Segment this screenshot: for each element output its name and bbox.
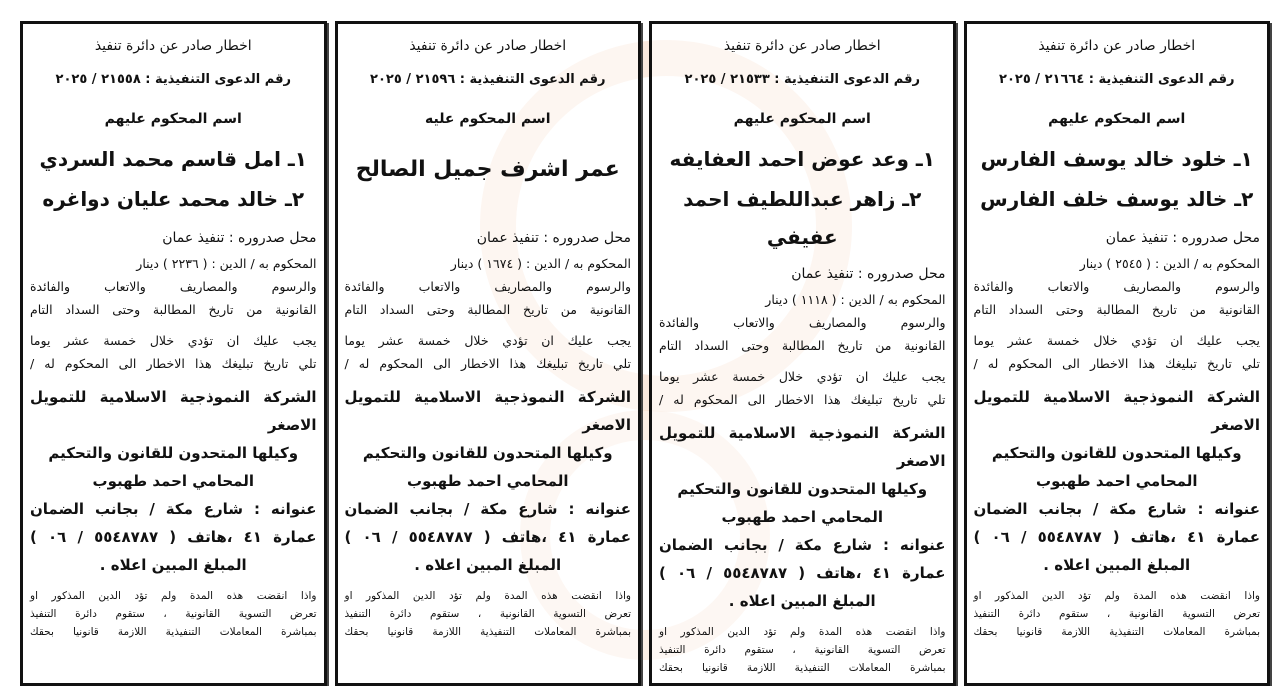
creditor-text: وكيلها المتحدون للقانون والتحكيم bbox=[48, 444, 299, 462]
footer-text: تعرض التسوية القانونية ، ستقوم دائرة التنفيذ bbox=[344, 608, 631, 620]
issuing-place: محل صدروره : تنفيذ عمان bbox=[1105, 230, 1260, 246]
spacer bbox=[345, 321, 632, 329]
execution-notice bbox=[964, 21, 1271, 686]
creditor-text: الشركة النموذجية الاسلامية للتمويل الاصغر bbox=[659, 424, 946, 470]
defendant-name: ١ـ خلود خالد يوسف الفارس bbox=[980, 147, 1253, 171]
creditor-text: الشركة النموذجية الاسلامية للتمويل الاصغر bbox=[344, 388, 631, 434]
creditor-text: وكيلها المتحدون للقانون والتحكيم bbox=[991, 444, 1242, 462]
deadline-text: يجب عليك ان تؤدي خلال خمسة عشر يوما bbox=[344, 333, 631, 348]
execution-notice bbox=[335, 21, 642, 686]
defendants-label: اسم المحكوم عليهم bbox=[1048, 111, 1186, 127]
fees-text: القانونية من تاريخ المطالبة وحتى السداد التام bbox=[344, 302, 631, 317]
defendant-name: ١ـ وعد عوض احمد العفايفه bbox=[669, 147, 935, 171]
spacer bbox=[659, 615, 946, 623]
fees-text: والرسوم والمصاريف والاتعاب والفائدة bbox=[973, 279, 1260, 294]
fees-text: القانونية من تاريخ المطالبة وحتى السداد التام bbox=[30, 302, 317, 317]
issuing-place: محل صدروره : تنفيذ عمان bbox=[476, 230, 631, 246]
creditor-text: المبلغ المبين اعلاه . bbox=[414, 556, 562, 574]
fees-text: والرسوم والمصاريف والاتعاب والفائدة bbox=[659, 315, 946, 330]
defendant-name: ٢ـ خالد محمد عليان دواغره bbox=[42, 187, 305, 211]
defendant-name: عمر اشرف جميل الصالح bbox=[355, 157, 620, 182]
spacer bbox=[30, 321, 317, 329]
footer-text: تعرض التسوية القانونية ، ستقوم دائرة التنفيذ bbox=[659, 644, 946, 656]
creditor-text: عنوانه : شارع مكة / بجانب الضمان bbox=[30, 500, 317, 518]
fees-text: القانونية من تاريخ المطالبة وحتى السداد التام bbox=[659, 338, 946, 353]
deadline-text: يجب عليك ان تؤدي خلال خمسة عشر يوما bbox=[973, 333, 1260, 348]
spacer bbox=[659, 357, 946, 365]
notice-title: اخطار صادر عن دائرة تنفيذ bbox=[723, 38, 881, 54]
issuing-place: محل صدروره : تنفيذ عمان bbox=[162, 230, 317, 246]
creditor-text: عمارة ٤١ ،هاتف ( ٥٥٤٨٧٨٧ / ٠٦ ) bbox=[659, 564, 946, 582]
defendants-label: اسم المحكوم عليه bbox=[425, 111, 551, 127]
creditor-text: المحامي احمد طهبوب bbox=[92, 472, 254, 490]
debt-amount: المحكوم به / الدين : ( ٢٥٤٥ ) دينار bbox=[1079, 256, 1260, 271]
creditor-text: الشركة النموذجية الاسلامية للتمويل الاصغر bbox=[30, 388, 317, 434]
footer-text: تعرض التسوية القانونية ، ستقوم دائرة التنفيذ bbox=[973, 608, 1260, 620]
creditor-text: عمارة ٤١ ،هاتف ( ٥٥٤٨٧٨٧ / ٠٦ ) bbox=[344, 528, 632, 546]
creditor-text: المحامي احمد طهبوب bbox=[407, 472, 569, 490]
creditor-text: عنوانه : شارع مكة / بجانب الضمان bbox=[659, 536, 946, 554]
defendant-name: ٢ـ خالد يوسف خلف الفارس bbox=[980, 187, 1254, 211]
spacer bbox=[30, 579, 317, 587]
execution-notice bbox=[649, 21, 956, 686]
issuing-place: محل صدروره : تنفيذ عمان bbox=[791, 266, 946, 282]
deadline-text: يجب عليك ان تؤدي خلال خمسة عشر يوما bbox=[659, 369, 946, 384]
footer-text: بمباشرة المعاملات التنفيذية اللازمة قانونيا بحقك bbox=[30, 626, 317, 638]
debt-amount: المحكوم به / الدين : ( ١١١٨ ) دينار bbox=[765, 292, 946, 307]
debt-amount: المحكوم به / الدين : ( ٢٢٣٦ ) دينار bbox=[136, 256, 317, 271]
notices-row bbox=[20, 21, 1270, 686]
spacer bbox=[659, 411, 946, 419]
creditor-text: المحامي احمد طهبوب bbox=[721, 508, 883, 526]
creditor-text: المبلغ المبين اعلاه . bbox=[1043, 556, 1191, 574]
fees-text: والرسوم والمصاريف والاتعاب والفائدة bbox=[344, 279, 631, 294]
deadline-text: تلي تاريخ تبليغك هذا الاخطار الى المحكوم له / bbox=[344, 356, 631, 371]
creditor-text: المحامي احمد طهبوب bbox=[1036, 472, 1198, 490]
creditor-text: الشركة النموذجية الاسلامية للتمويل الاصغر bbox=[973, 388, 1260, 434]
creditor-text: وكيلها المتحدون للقانون والتحكيم bbox=[677, 480, 928, 498]
deadline-text: تلي تاريخ تبليغك هذا الاخطار الى المحكوم له / bbox=[973, 356, 1260, 371]
defendant-name: ٢ـ زاهر عبداللطيف احمد عفيفي bbox=[683, 187, 922, 249]
creditor-text: المبلغ المبين اعلاه . bbox=[728, 592, 876, 610]
defendant-name: ١ـ امل قاسم محمد السردي bbox=[39, 147, 307, 171]
footer-text: بمباشرة المعاملات التنفيذية اللازمة قانونيا بحقك bbox=[344, 626, 631, 638]
defendants-label: اسم المحكوم عليهم bbox=[104, 111, 242, 127]
footer-text: واذا انقضت هذه المدة ولم تؤد الدين المذكور او bbox=[30, 590, 317, 602]
case-number: رقم الدعوى التنفيذية : ٢١٦٦٤ / ٢٠٢٥ bbox=[999, 72, 1235, 87]
creditor-text: عمارة ٤١ ،هاتف ( ٥٥٤٨٧٨٧ / ٠٦ ) bbox=[30, 528, 317, 546]
spacer bbox=[974, 375, 1261, 383]
case-number: رقم الدعوى التنفيذية : ٢١٥٣٣ / ٢٠٢٥ bbox=[684, 72, 920, 87]
case-number: رقم الدعوى التنفيذية : ٢١٥٥٨ / ٢٠٢٥ bbox=[55, 72, 291, 87]
footer-text: بمباشرة المعاملات التنفيذية اللازمة قانونيا بحقك bbox=[659, 662, 946, 674]
spacer bbox=[30, 375, 317, 383]
footer-text: واذا انقضت هذه المدة ولم تؤد الدين المذكور او bbox=[973, 590, 1260, 602]
fees-text: القانونية من تاريخ المطالبة وحتى السداد التام bbox=[973, 302, 1260, 317]
creditor-text: وكيلها المتحدون للقانون والتحكيم bbox=[362, 444, 613, 462]
defendants-label: اسم المحكوم عليهم bbox=[733, 111, 871, 127]
spacer bbox=[974, 579, 1261, 587]
deadline-text: يجب عليك ان تؤدي خلال خمسة عشر يوما bbox=[30, 333, 317, 348]
footer-text: واذا انقضت هذه المدة ولم تؤد الدين المذكور او bbox=[344, 590, 631, 602]
creditor-text: عمارة ٤١ ،هاتف ( ٥٥٤٨٧٨٧ / ٠٦ ) bbox=[973, 528, 1261, 546]
debt-amount: المحكوم به / الدين : ( ١٦٧٤ ) دينار bbox=[450, 256, 631, 271]
creditor-text: عنوانه : شارع مكة / بجانب الضمان bbox=[973, 500, 1260, 518]
fees-text: والرسوم والمصاريف والاتعاب والفائدة bbox=[30, 279, 317, 294]
footer-text: واذا انقضت هذه المدة ولم تؤد الدين المذكور او bbox=[659, 626, 946, 638]
spacer bbox=[974, 321, 1261, 329]
spacer bbox=[345, 579, 632, 587]
deadline-text: تلي تاريخ تبليغك هذا الاخطار الى المحكوم له / bbox=[659, 392, 946, 407]
notice-title: اخطار صادر عن دائرة تنفيذ bbox=[409, 38, 567, 54]
creditor-text: عنوانه : شارع مكة / بجانب الضمان bbox=[344, 500, 631, 518]
case-number: رقم الدعوى التنفيذية : ٢١٥٩٦ / ٢٠٢٥ bbox=[370, 72, 606, 87]
creditor-text: المبلغ المبين اعلاه . bbox=[99, 556, 247, 574]
spacer bbox=[345, 375, 632, 383]
notice-title: اخطار صادر عن دائرة تنفيذ bbox=[1038, 38, 1196, 54]
notice-title: اخطار صادر عن دائرة تنفيذ bbox=[94, 38, 252, 54]
footer-text: تعرض التسوية القانونية ، ستقوم دائرة التنفيذ bbox=[30, 608, 317, 620]
footer-text: بمباشرة المعاملات التنفيذية اللازمة قانونيا بحقك bbox=[973, 626, 1260, 638]
execution-notice bbox=[20, 21, 327, 686]
deadline-text: تلي تاريخ تبليغك هذا الاخطار الى المحكوم له / bbox=[30, 356, 317, 371]
